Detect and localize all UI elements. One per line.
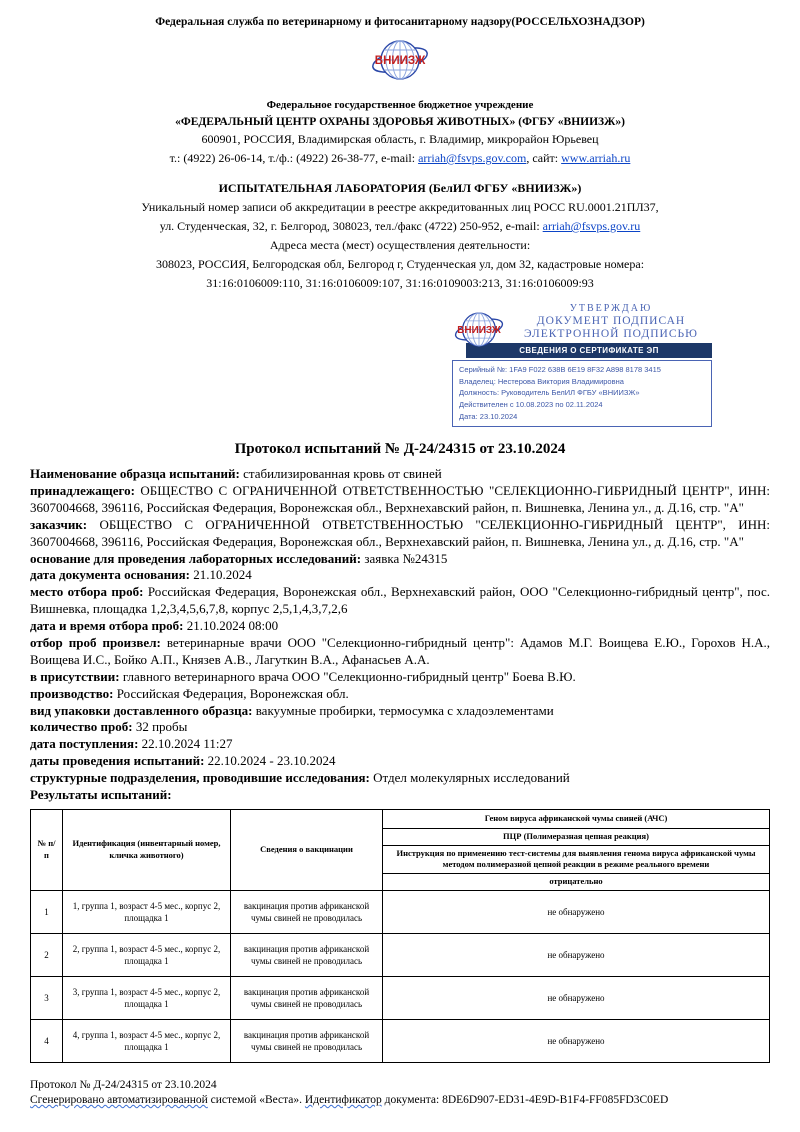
field-customer: заказчик: ОБЩЕСТВО С ОГРАНИЧЕННОЙ ОТВЕТСТВЕННОСТЬЮ "СЕЛЕКЦИОННО-ГИБРИДНЫЙ ЦЕНТР", ИНН: 3607004668, 396116, Российская Федерация, Воронежская обл., Верхнехавский район, п. Вишневка, Ленина ул., д. Д.16, стр. "А": [30, 516, 771, 549]
document-footer: [30, 1079, 770, 1106]
stamp-position: Должность: Руководитель БелИЛ ФГБУ «ВНИИЗЖ»: [459, 388, 640, 398]
cell-identification: 1, группа 1, возраст 4-5 мес., корпус 2, площадка 1: [63, 890, 231, 933]
page-title: Протокол испытаний № Д-24/24315 от 23.10.2024: [234, 441, 566, 458]
org-name: «ФЕДЕРАЛЬНЫЙ ЦЕНТР ОХРАНЫ ЗДОРОВЬЯ ЖИВОТНЫХ» (ФГБУ «ВНИИЗЖ»): [175, 116, 625, 128]
cell-result: не обнаружено: [383, 890, 770, 933]
cell-vaccination: вакцинация против африканской чумы свиней не проводилась: [231, 976, 383, 1019]
stamp-date: Дата: 23.10.2024: [459, 411, 518, 421]
digital-signature-stamp: [452, 303, 712, 427]
cell-identification: 4, группа 1, возраст 4-5 мес., корпус 2, площадка 1: [63, 1019, 231, 1062]
stamp-serial: Серийный №: 1FA9 F022 638B 6E19 8F32 A898 8178 3415: [459, 365, 661, 374]
cell-num: 4: [31, 1019, 63, 1062]
footer-generated-line: Сгенерировано автоматизированной системой «Веста». Идентификатор документа: 8DE6D907-ED31-4E9D-B1F4-FF085FD3C0ED: [30, 1093, 669, 1106]
results-table: [30, 809, 770, 1063]
stamp-certificate-band: СВЕДЕНИЯ О СЕРТИФИКАТЕ ЭП: [466, 343, 712, 358]
col-header-identification: Идентификация (инвентарный номер, кличка животного): [63, 809, 231, 890]
email-link-main[interactable]: arriah@fsvps.gov.com: [418, 151, 527, 165]
col-header-num: № п/п: [31, 809, 63, 890]
col-header-vaccination: Сведения о вакцинации: [231, 809, 383, 890]
cell-identification: 2, группа 1, возраст 4-5 мес., корпус 2, площадка 1: [63, 933, 231, 976]
cell-result: не обнаружено: [383, 1019, 770, 1062]
field-basis-date: дата документа основания: 21.10.2024: [30, 567, 252, 583]
cell-num: 1: [31, 890, 63, 933]
field-departments: структурные подразделения, проводившие исследования: Отдел молекулярных исследований: [30, 770, 570, 786]
field-witness: в присутствии: главного ветеринарного врача ООО "Селекционно-гибридный центр" Боева В.Ю.: [30, 668, 576, 684]
lab-contacts: [30, 219, 770, 234]
contact-mid: , сайт:: [526, 151, 562, 165]
footer-generated-text: Сгенерировано автоматизированной: [30, 1093, 208, 1106]
col-header-genome: Геном вируса африканской чумы свиней (АЧС): [383, 809, 770, 828]
footer-protocol-number: Протокол № Д-24/24315 от 23.10.2024: [30, 1078, 217, 1091]
logo-text: ВНИИЗЖ: [374, 55, 426, 67]
stamp-certificate-details: [452, 360, 712, 427]
stamp-owner: Владелец: Нестерова Виктория Владимировна: [459, 376, 624, 386]
cell-vaccination: вакцинация против африканской чумы свиней не проводилась: [231, 1019, 383, 1062]
col-header-negative: отрицательно: [383, 873, 770, 890]
logo-container: [30, 33, 770, 92]
field-sampling-datetime: дата и время отбора проб: 21.10.2024 08:00: [30, 618, 279, 634]
table-row: [31, 890, 770, 933]
col-header-pcr: ПЦР (Полимеразная цепная реакция): [383, 828, 770, 845]
field-basis: основание для проведения лабораторных исследований: заявка №24315: [30, 550, 448, 566]
stamp-logo-icon: [454, 306, 504, 353]
cadastral-numbers: 31:16:0106009:110, 31:16:0106009:107, 31:16:0109003:213, 31:16:0106009:93: [206, 276, 594, 290]
activity-label: Адреса места (мест) осуществления деятельности:: [269, 238, 531, 252]
field-test-dates: даты проведения испытаний: 22.10.2024 - 23.10.2024: [30, 753, 336, 769]
cell-num: 3: [31, 976, 63, 1019]
table-row: [31, 933, 770, 976]
lab-contact-prefix: ул. Студенческая, 32, г. Белгород, 308023, тел./факс (4722) 250-952, e-mail:: [159, 219, 543, 233]
stamp-approve-text: УТВЕРЖДАЮ: [569, 303, 653, 314]
cell-result: не обнаружено: [383, 976, 770, 1019]
email-link-lab[interactable]: arriah@fsvps.gov.ru: [542, 219, 641, 233]
field-sample-name: Наименование образца испытаний: стабилизированная кровь от свиней: [30, 466, 442, 482]
protocol-fields: [30, 466, 770, 804]
org-type: Федеральное государственное бюджетное учреждение: [266, 99, 534, 111]
field-received-date: дата поступления: 22.10.2024 11:27: [30, 736, 233, 752]
org-contacts: [30, 151, 770, 166]
field-packaging: вид упаковки доставленного образца: вакуумные пробирки, термосумка с хладоэлементами: [30, 702, 554, 718]
field-owner: принадлежащего: ОБЩЕСТВО С ОГРАНИЧЕННОЙ ОТВЕТСТВЕННОСТЬЮ "СЕЛЕКЦИОННО-ГИБРИДНЫЙ ЦЕНТР", ИНН: 3607004668, 396116, Российская Федерация, Воронежская обл., Верхнехавский район, п. Вишневка, Ленина ул., д. Д.16, стр. "А": [30, 483, 771, 515]
agency-header: Федеральная служба по ветеринарному и фитосанитарному надзору(РОССЕЛЬХОЗНАДЗОР): [155, 16, 645, 28]
footer-document-id: документа: 8DE6D907-ED31-4E9D-B1F4-FF085FD3C0ED: [381, 1093, 669, 1106]
field-results-label: Результаты испытаний:: [30, 787, 172, 803]
lab-title: ИСПЫТАТЕЛЬНАЯ ЛАБОРАТОРИЯ (БелИЛ ФГБУ «ВНИИЗЖ»): [218, 181, 582, 195]
stamp-logo-text: ВНИИЗЖ: [457, 324, 501, 336]
field-sampling-place: место отбора проб: Российская Федерация, Воронежская обл., Верхнехавский район, ООО "Селекционно-гибридный центр", пос. Вишневка, площадка 1,2,3,4,5,6,7,8, корпус 2,5,1,4,3,7,2,6: [30, 584, 771, 617]
table-row: [31, 1019, 770, 1062]
cell-num: 2: [31, 933, 63, 976]
website-link[interactable]: www.arriah.ru: [561, 151, 631, 165]
field-sample-count: количество проб: 32 пробы: [30, 719, 188, 735]
stamp-header: [510, 303, 712, 340]
stamp-validity: Действителен с 10.08.2023 по 02.11.2024: [459, 399, 603, 409]
activity-address: 308023, РОССИЯ, Белгородская обл, Белгород г, Студенческая ул, дом 32, кадастровые номера:: [155, 257, 645, 271]
field-production: производство: Российская Федерация, Воронежская обл.: [30, 685, 349, 701]
cell-vaccination: вакцинация против африканской чумы свиней не проводилась: [231, 933, 383, 976]
field-sampled-by: отбор проб произвел: ветеринарные врачи ООО "Селекционно-гибридный центр": Адамов М.Г. Воищева Е.Ю., Горохов Н.А., Воищева И.С., Бойко А.П., Князев А.В., Лагуткин В.А., Афанасьев А.А.: [30, 635, 771, 667]
footer-identifier-label: Идентификатор: [304, 1093, 382, 1106]
org-address: 600901, РОССИЯ, Владимирская область, г. Владимир, микрорайон Юрьевец: [201, 132, 599, 146]
cell-result: не обнаружено: [383, 933, 770, 976]
vniizh-logo-icon: [371, 33, 429, 87]
cell-vaccination: вакцинация против африканской чумы свиней не проводилась: [231, 890, 383, 933]
stamp-signed-line1: ДОКУМЕНТ ПОДПИСАН: [536, 315, 686, 327]
accreditation-line: Уникальный номер записи об аккредитации в реестре аккредитованных лиц РОСС RU.0001.21ПЛ37,: [141, 200, 659, 214]
col-header-method: Инструкция по применению тест-системы для выявления генома вируса африканской чумы методом полимеразной цепной реакции в режиме реального времени: [383, 845, 770, 873]
cell-identification: 3, группа 1, возраст 4-5 мес., корпус 2, площадка 1: [63, 976, 231, 1019]
table-row: [31, 976, 770, 1019]
stamp-signed-line2: ЭЛЕКТРОННОЙ ПОДПИСЬЮ: [524, 328, 698, 340]
contact-prefix: т.: (4922) 26-06-14, т./ф.: (4922) 26-38-77, e-mail:: [169, 151, 419, 165]
